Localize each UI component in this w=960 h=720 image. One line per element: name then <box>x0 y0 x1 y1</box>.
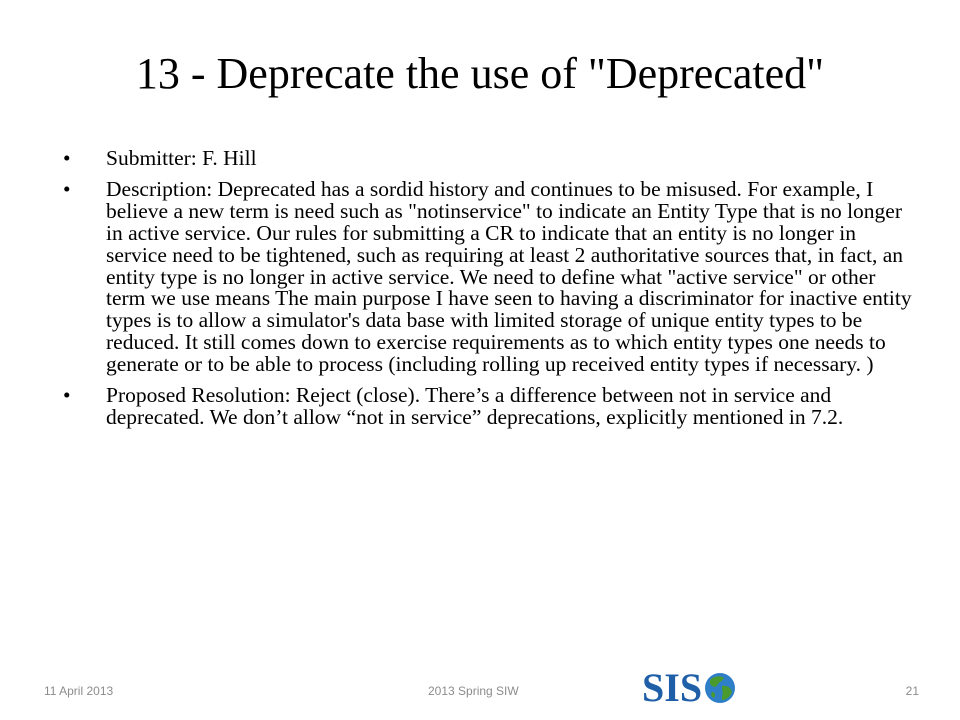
globe-icon <box>705 673 735 703</box>
siso-logo <box>642 664 742 708</box>
bullet-description <box>60 176 920 377</box>
bullet-text: Description: Deprecated has a sordid history and continues to be misused. For example, I believe a new term is need such as "notinservice" to indicate an Entity Type that is no longer in active service. Our rules for submitting a CR to indicate that an entity is no longer in service need to be tightened, such as requiring at least 2 authoritative sources that, in fact, an entity type is no longer in active service. We need to define what "active service" or other term we use means The main purpose I have seen to having a discriminator for inactive entity types is to allow a simulator's data base with limited storage of unique entity types to be reduced. It still comes down to exercise requirements as to which entity types one needs to generate or to be able to process (including rolling up received entity types if necessary. ) <box>106 176 912 377</box>
logo-text: SIS <box>642 665 703 708</box>
slide-title: 13 - Deprecate the use of "Deprecated" <box>135 49 825 98</box>
footer-event: 2013 Spring SIW <box>428 684 519 698</box>
footer-date: 11 April 2013 <box>44 684 114 698</box>
footer-page-number: 21 <box>905 684 919 698</box>
bullet-marker: • <box>63 146 71 170</box>
bullet-submitter <box>60 148 920 170</box>
bullet-marker: • <box>63 383 71 408</box>
bullet-list <box>60 148 920 438</box>
bullet-resolution <box>60 385 920 429</box>
bullet-text: Proposed Resolution: Reject (close). There’s a difference between not in service and deprecated. We don’t allow “not in service” deprecations, explicitly mentioned in 7.2. <box>106 383 844 429</box>
bullet-marker: • <box>63 176 71 201</box>
bullet-text: Submitter: F. Hill <box>106 146 257 170</box>
